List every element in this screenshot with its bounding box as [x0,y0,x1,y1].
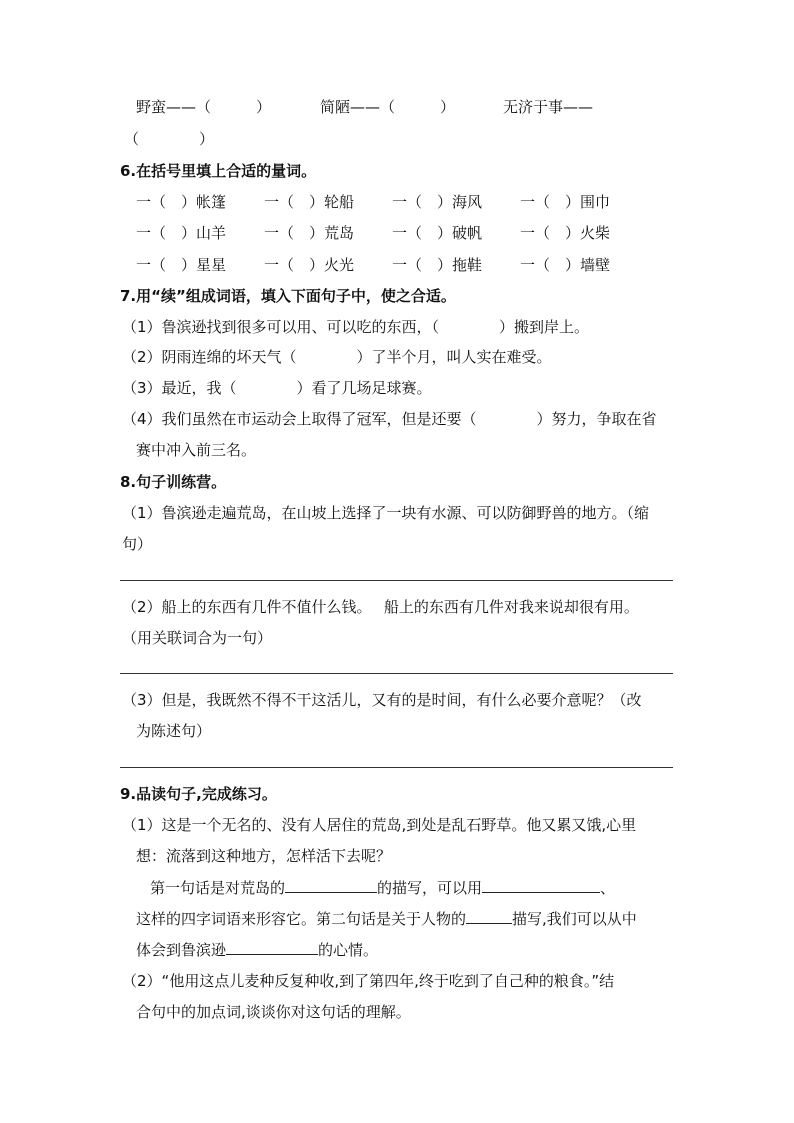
measure-word-item: 一（ ）火光 [264,256,355,274]
measure-word-item: 一（ ）帐篷 [136,193,227,211]
text-segment: 的心情。 [318,941,379,959]
q9-sentence-1-continued: 想：流落到这种地方，怎样活下去呢？ [136,847,392,865]
q8-sentence-2-continued: （用关联词合为一句） [122,629,273,647]
q8-sentence-1-continued: 句） [122,535,153,553]
q7-sentence-4: （4）我们虽然在市运动会上取得了冠军，但是还要（ ）努力，争取在省 [122,410,657,428]
q7-sentence-1: （1）鲁滨逊找到很多可以用、可以吃的东西，（ ）搬到岸上。 [122,318,590,336]
q8-sentence-1: （1）鲁滨逊走遍荒岛，在山坡上选择了一块有水源、可以防御野兽的地方。（缩 [122,504,650,522]
answer-line-1[interactable] [120,580,673,581]
q5-item-2: 简陋——（ ） [320,98,456,116]
text-segment: 第一句话是对荒岛的 [150,879,286,897]
q5-item-1: 野蛮——（ ） [136,98,272,116]
measure-word-item: 一（ ）海风 [392,193,483,211]
answer-line-3[interactable] [120,767,673,768]
q7-sentence-3: （3）最近，我（ ）看了几场足球赛。 [122,379,432,397]
text-segment: 的描写，可以用 [377,879,483,897]
measure-word-item: 一（ ）轮船 [264,193,355,211]
q5-item-3: 无济于事—— [503,98,594,116]
measure-word-item: 一（ ）拖鞋 [392,256,483,274]
text-segment: 、 [600,879,616,897]
q6-heading: 6.在括号里填上合适的量词。 [120,162,317,180]
text-segment: 描写,我们可以从中 [512,910,637,928]
q9-paragraph-line-1 [150,877,615,898]
text-segment: 这样的四字词语来形容它。第二句话是关于人物的 [136,910,467,928]
q7-heading: 7.用“续”组成词语，填入下面句子中，使之合适。 [120,287,456,305]
text-segment: 体会到鲁滨逊 [136,941,227,959]
answer-line-2[interactable] [120,673,673,674]
q7-sentence-2: （2）阴雨连绵的坏天气（ ）了半个月，叫人实在难受。 [122,348,552,366]
measure-word-item: 一（ ）围巾 [520,193,611,211]
measure-word-item: 一（ ）星星 [136,256,227,274]
measure-word-item: 一（ ）山羊 [136,224,227,242]
measure-word-item: 一（ ）荒岛 [264,224,355,242]
measure-word-item: 一（ ）火柴 [520,224,611,242]
fill-blank[interactable] [466,909,512,924]
measure-word-item: 一（ ）破帆 [392,224,483,242]
q5-item-3-continued: （ ） [124,130,215,148]
fill-blank[interactable] [285,878,377,893]
q7-sentence-4-continued: 赛中冲入前三名。 [136,441,257,459]
q8-sentence-2: （2）船上的东西有几件不值什么钱。 船上的东西有几件对我来说却很有用。 [122,598,639,616]
q9-heading: 9.品读句子,完成练习。 [120,785,277,803]
fill-blank[interactable] [226,940,318,955]
q9-sentence-2-continued: 合句中的加点词,谈谈你对这句话的理解。 [136,1003,411,1021]
q8-sentence-3: （3）但是，我既然不得不干这活儿，又有的是时间，有什么必要介意呢？（改 [122,691,642,709]
q9-paragraph-line-2 [136,908,637,929]
q8-heading: 8.句子训练营。 [120,473,227,491]
q9-sentence-2: （2）“他用这点儿麦种反复种收,到了第四年,终于吃到了自己种的粮食。”结 [122,972,615,990]
measure-word-item: 一（ ）墙壁 [520,256,611,274]
q9-paragraph-line-3 [136,939,378,960]
q8-sentence-3-continued: 为陈述句） [136,722,212,740]
fill-blank[interactable] [482,878,600,893]
q9-sentence-1: （1）这是一个无名的、没有人居住的荒岛,到处是乱石野草。他又累又饿,心里 [122,816,637,834]
